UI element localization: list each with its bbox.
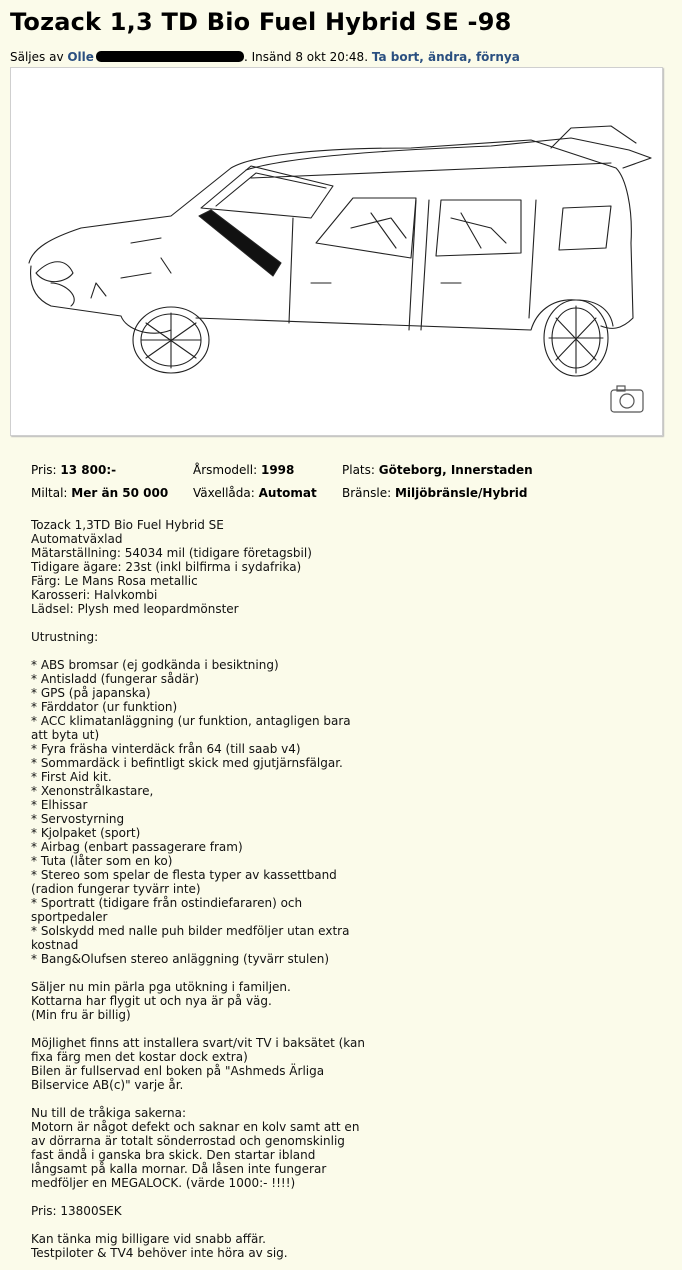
spec-price: Pris: 13 800:-	[31, 463, 117, 477]
seller-prefix: Säljes av	[10, 50, 68, 64]
spec-year: Årsmodell: 1998	[193, 463, 295, 477]
manage-listing-link[interactable]: Ta bort, ändra, förnya	[371, 50, 520, 64]
spec-gearbox: Växellåda: Automat	[193, 486, 317, 500]
spec-fuel: Bränsle: Miljöbränsle/Hybrid	[342, 486, 528, 500]
posted-date: . Insänd 8 okt 20:48.	[243, 50, 372, 64]
camera-icon	[611, 386, 643, 412]
listing-description: Tozack 1,3TD Bio Fuel Hybrid SE Automatväxlad Mätarställning: 54034 mil (tidigare företagsbil) Tidigare ägare: 23st (inkl bilfirma i sydafrika) Färg: Le Mans Rosa metallic Karosseri: Halvkombi Lädsel: Plysh med leopardmönster Utrustning: * ABS bromsar (ej godkända i besiktning) * Antisladd (fungerar sådär) * GPS (på japanska) * Färddator (ur funktion) * ACC klimatanläggning (ur funktion, antagligen bara att byta ut) * Fyra fräsha vinterdäck från 64 (till saab v4) * Sommardäck i befintligt skick med gjutjärnsfälgar. * First Aid kit. * Xenonstrålkastare, * Elhissar * Servostyrning * Kjolpaket (sport) * Airbag (enbart passagerare fram) * Tuta (låter som en ko) * Stereo som spelar de flesta typer av kassettband (radion fungerar tyvärr inte) * Sportratt (tidigare från ostindiefararen) och sportpedaler * Solskydd med nalle puh bilder medföljer utan extra kostnad * Bang&Olufsen stereo anläggning (tyvärr stulen) Säljer nu min pärla pga utökning i familjen. Kottarna har flygit ut och nya är på väg. (Min fru är billig) Möjlighet finns att installera svart/vit TV i baksätet (kan fixa färg men det kostar dock extra) Bilen är fullservad enl boken på "Ashmeds Ärliga Bilservice AB(c)" varje år. Nu till de tråkiga sakerna: Motorn är något defekt och saknar en kolv samt att en av dörrarna är totalt sönderrostad och genomskinlig fast ändå i ganska bra skick. Den startar ibland långsamt på kalla mornar. Då låsen inte fungerar medföljer en MEGALOCK. (värde 1000:- !!!!) Pris: 13800SEK Kan tänka mig billigare vid snabb affär. Testpiloter & TV4 behöver inte höra av sig.	[31, 518, 365, 1260]
spec-mileage: Miltal: Mer än 50 000	[31, 486, 169, 500]
seller-line	[10, 50, 520, 64]
page-title: Tozack 1,3 TD Bio Fuel Hybrid SE -98	[10, 8, 512, 36]
seller-name-link[interactable]: Olle	[67, 50, 94, 64]
redacted-surname	[96, 51, 244, 62]
spec-location: Plats: Göteborg, Innerstaden	[342, 463, 533, 477]
car-image[interactable]	[10, 67, 663, 436]
car-drawing	[11, 68, 662, 435]
